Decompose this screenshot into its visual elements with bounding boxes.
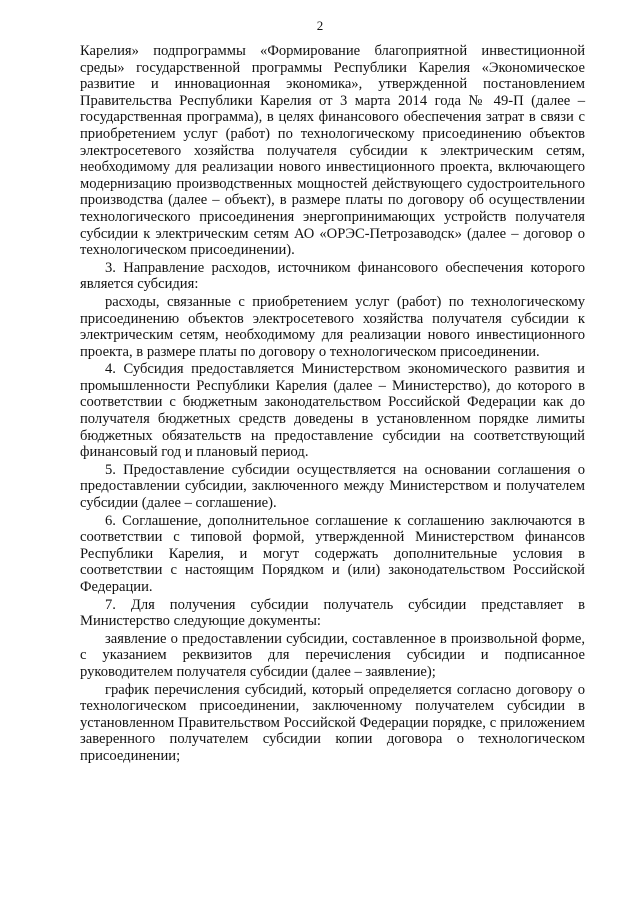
paragraph: 7. Для получения субсидии получатель субсидии представляет в Министерство следующие документы: (80, 596, 585, 630)
paragraph: 3. Направление расходов, источником финансового обеспечения которого является субсидия: (80, 259, 585, 293)
paragraph: график перечисления субсидий, который определяется согласно договору о технологическом присоединении, заключенному получателем субсидии в установленном Правительством Российской Федерации порядке, с приложением заверенного получателем субсидии копии договора о технологическом присоединении; (80, 681, 585, 764)
paragraph: 5. Предоставление субсидии осуществляется на основании соглашения о предоставлении субсидии, заключенного между Министерством и получателем субсидии (далее – соглашение). (80, 461, 585, 512)
paragraph: 6. Соглашение, дополнительное соглашение к соглашению заключаются в соответствии с типовой формой, утвержденной Министерством финансов Республики Карелия, и могут содержать дополнительные условия в соответствии с настоящим Порядком и (или) законодательством Российской Федерации. (80, 512, 585, 595)
paragraph: 4. Субсидия предоставляется Министерством экономического развития и промышленности Республики Карелия (далее – Министерство), до которого в соответствии с бюджетным законодательством Российской Федерации как до получателя бюджетных средств доведены в установленном порядке лимиты бюджетных обязательств на предоставление субсидии на соответствующий финансовый год и плановый период. (80, 361, 585, 461)
document-body (80, 43, 585, 766)
paragraph: Карелия» подпрограммы «Формирование благоприятной инвестиционной среды» государственной программы Республики Карелия «Экономическое развитие и инновационная экономика», утвержденной постановлением Правительства Республики Карелия от 3 марта 2014 года № 49-П (далее – государственная программа), в целях финансового обеспечения затрат в связи с приобретением услуг (работ) по технологическому присоединению объектов электросетевого хозяйства получателя субсидии к электрическим сетям, необходимому для реализации нового инвестиционного проекта, включающего модернизацию производственных мощностей действующего судостроительного производства (далее – объект), в размере платы по договору об осуществлении технологического присоединения энергопринимающих устройств получателя субсидии к электрическим сетям АО «ОРЭС-Петрозаводск» (далее – договор о технологическом присоединении). (80, 43, 585, 259)
page-number: 2 (316, 18, 324, 33)
paragraph: расходы, связанные с приобретением услуг (работ) по технологическому присоединению объектов электросетевого хозяйства получателя субсидии к электрическим сетям, необходимому для реализации нового инвестиционного проекта, в размере платы по договору о технологическом присоединении. (80, 293, 585, 360)
paragraph: заявление о предоставлении субсидии, составленное в произвольной форме, с указанием реквизитов для перечисления субсидии и подписанное руководителем получателя субсидии (далее – заявление); (80, 630, 585, 680)
